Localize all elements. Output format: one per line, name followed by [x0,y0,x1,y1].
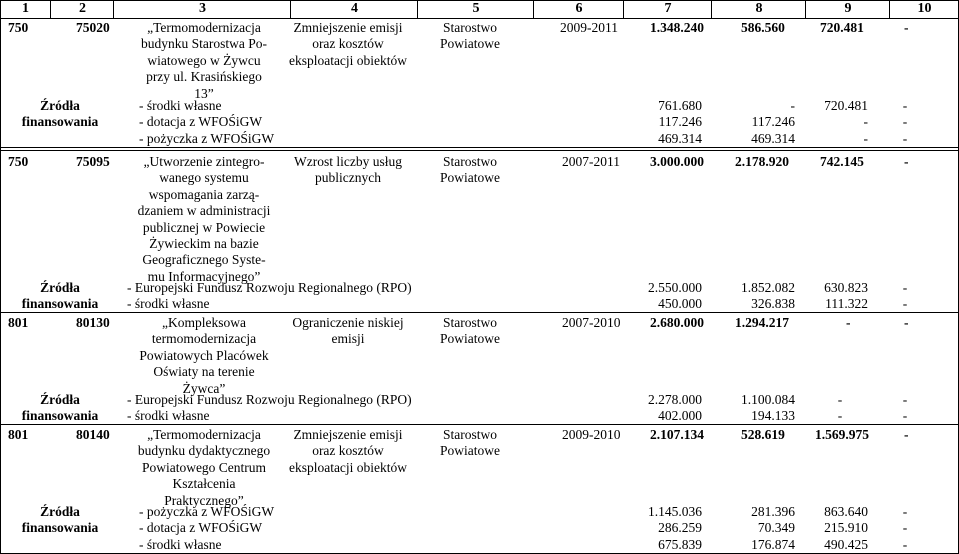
rozdzial: 75020 [76,20,110,35]
next-year-amount: - [904,154,909,169]
dzial: 801 [8,427,29,442]
source-year-amount: 720.481 - - [824,98,868,146]
source-total-cost: 761.680 117.246 469.314 [658,98,702,146]
task-unit: Starostwo Powiatowe [440,20,500,52]
header-col-9: 9 [844,1,852,16]
source-spent-amount: 1.852.082 326.838 [741,280,795,312]
header-col-2: 2 [79,1,86,16]
next-year-amount: - [904,20,909,35]
task-name: „Termomodernizacja budynku dydaktycznego Powiatowego Centrum Kształcenia Praktycznego” [137,427,271,508]
source-next-year-amount: - - [902,280,908,312]
source-next-year-amount: - - - [902,504,908,552]
spent-amount: 528.619 [741,427,785,442]
dzial: 750 [8,20,29,35]
header-col-5: 5 [472,1,480,16]
source-spent-amount: 281.396 70.349 176.874 [751,504,795,552]
dzial: 801 [8,315,29,330]
task-period: 2007-2011 [562,154,620,169]
funding-sources: - pożyczka z WFOŚiGW - dotacja z WFOŚiGW - środki własne [139,504,275,552]
task-period: 2007-2010 [562,315,621,330]
header-col-6: 6 [575,1,583,16]
funding-sources-label: Źródła finansowania [21,504,99,536]
funding-sources-label: Źródła finansowania [21,392,99,424]
spent-amount: 1.294.217 [735,315,789,330]
task-unit: Starostwo Powiatowe [440,154,500,186]
dzial: 750 [8,154,29,169]
year-amount: 742.145 [820,154,864,169]
funding-sources-label: Źródła finansowania [21,98,99,130]
funding-sources: - środki własne - dotacja z WFOŚiGW - pożyczka z WFOŚiGW [139,98,275,146]
header-col-1: 1 [22,1,29,16]
funding-sources: - Europejski Fundusz Rozwoju Regionalnego (RPO) - środki własne [127,280,412,312]
header-col-4: 4 [351,1,358,16]
task-name: „Kompleksowa termomodernizacja Powiatowych Placówek Oświaty na terenie Żywca” [139,315,269,396]
source-next-year-amount: - - [902,392,908,424]
task-effect: Zmniejszenie emisji oraz kosztów eksploatacji obiektów [288,427,408,475]
source-next-year-amount: - - - [902,98,908,146]
source-spent-amount: - 117.246 469.314 [751,98,795,146]
rozdzial: 80140 [76,427,110,442]
task-period: 2009-2011 [560,20,618,35]
source-spent-amount: 1.100.084 194.133 [741,392,795,424]
spent-amount: 586.560 [741,20,785,35]
source-total-cost: 2.550.000 450.000 [648,280,702,312]
task-name: „Termomodernizacja budynku Starostwa Po- wiatowego w Żywcu przy ul. Krasińskiego 13” [141,20,267,101]
task-unit: Starostwo Powiatowe [440,427,500,459]
header-col-7: 7 [664,1,672,16]
task-name: „Utworzenie zintegro- wanego systemu wspomagania zarzą- dzaniem w administracji publicznej w Powiecie Żywieckim na bazie Geograficznego Syste- mu Informacyjnego” [137,154,271,284]
source-year-amount: 630.823 111.322 [824,280,868,312]
header-col-8: 8 [755,1,763,16]
next-year-amount: - [904,427,909,442]
funding-sources: - Europejski Fundusz Rozwoju Regionalnego (RPO) - środki własne [127,392,412,424]
header-col-3: 3 [199,1,206,16]
task-effect: Wzrost liczby usług publicznych [294,154,402,186]
source-year-amount: - - [837,392,843,424]
total-cost: 3.000.000 [650,154,704,169]
task-unit: Starostwo Powiatowe [440,315,500,347]
header-col-10: 10 [917,1,932,16]
spent-amount: 2.178.920 [735,154,789,169]
rozdzial: 80130 [76,315,110,330]
total-cost: 2.680.000 [650,315,704,330]
source-total-cost: 1.145.036 286.259 675.839 [648,504,702,552]
total-cost: 2.107.134 [650,427,704,442]
year-amount: 720.481 [820,20,864,35]
funding-sources-label: Źródła finansowania [21,280,99,312]
year-amount: - [846,315,851,330]
year-amount: 1.569.975 [815,427,869,442]
task-effect: Ograniczenie niskiej emisji [292,315,404,347]
task-period: 2009-2010 [562,427,621,442]
task-effect: Zmniejszenie emisji oraz kosztów eksploatacji obiektów [288,20,408,68]
source-total-cost: 2.278.000 402.000 [648,392,702,424]
next-year-amount: - [904,315,909,330]
total-cost: 1.348.240 [650,20,704,35]
rozdzial: 75095 [76,154,110,169]
source-year-amount: 863.640 215.910 490.425 [824,504,868,552]
